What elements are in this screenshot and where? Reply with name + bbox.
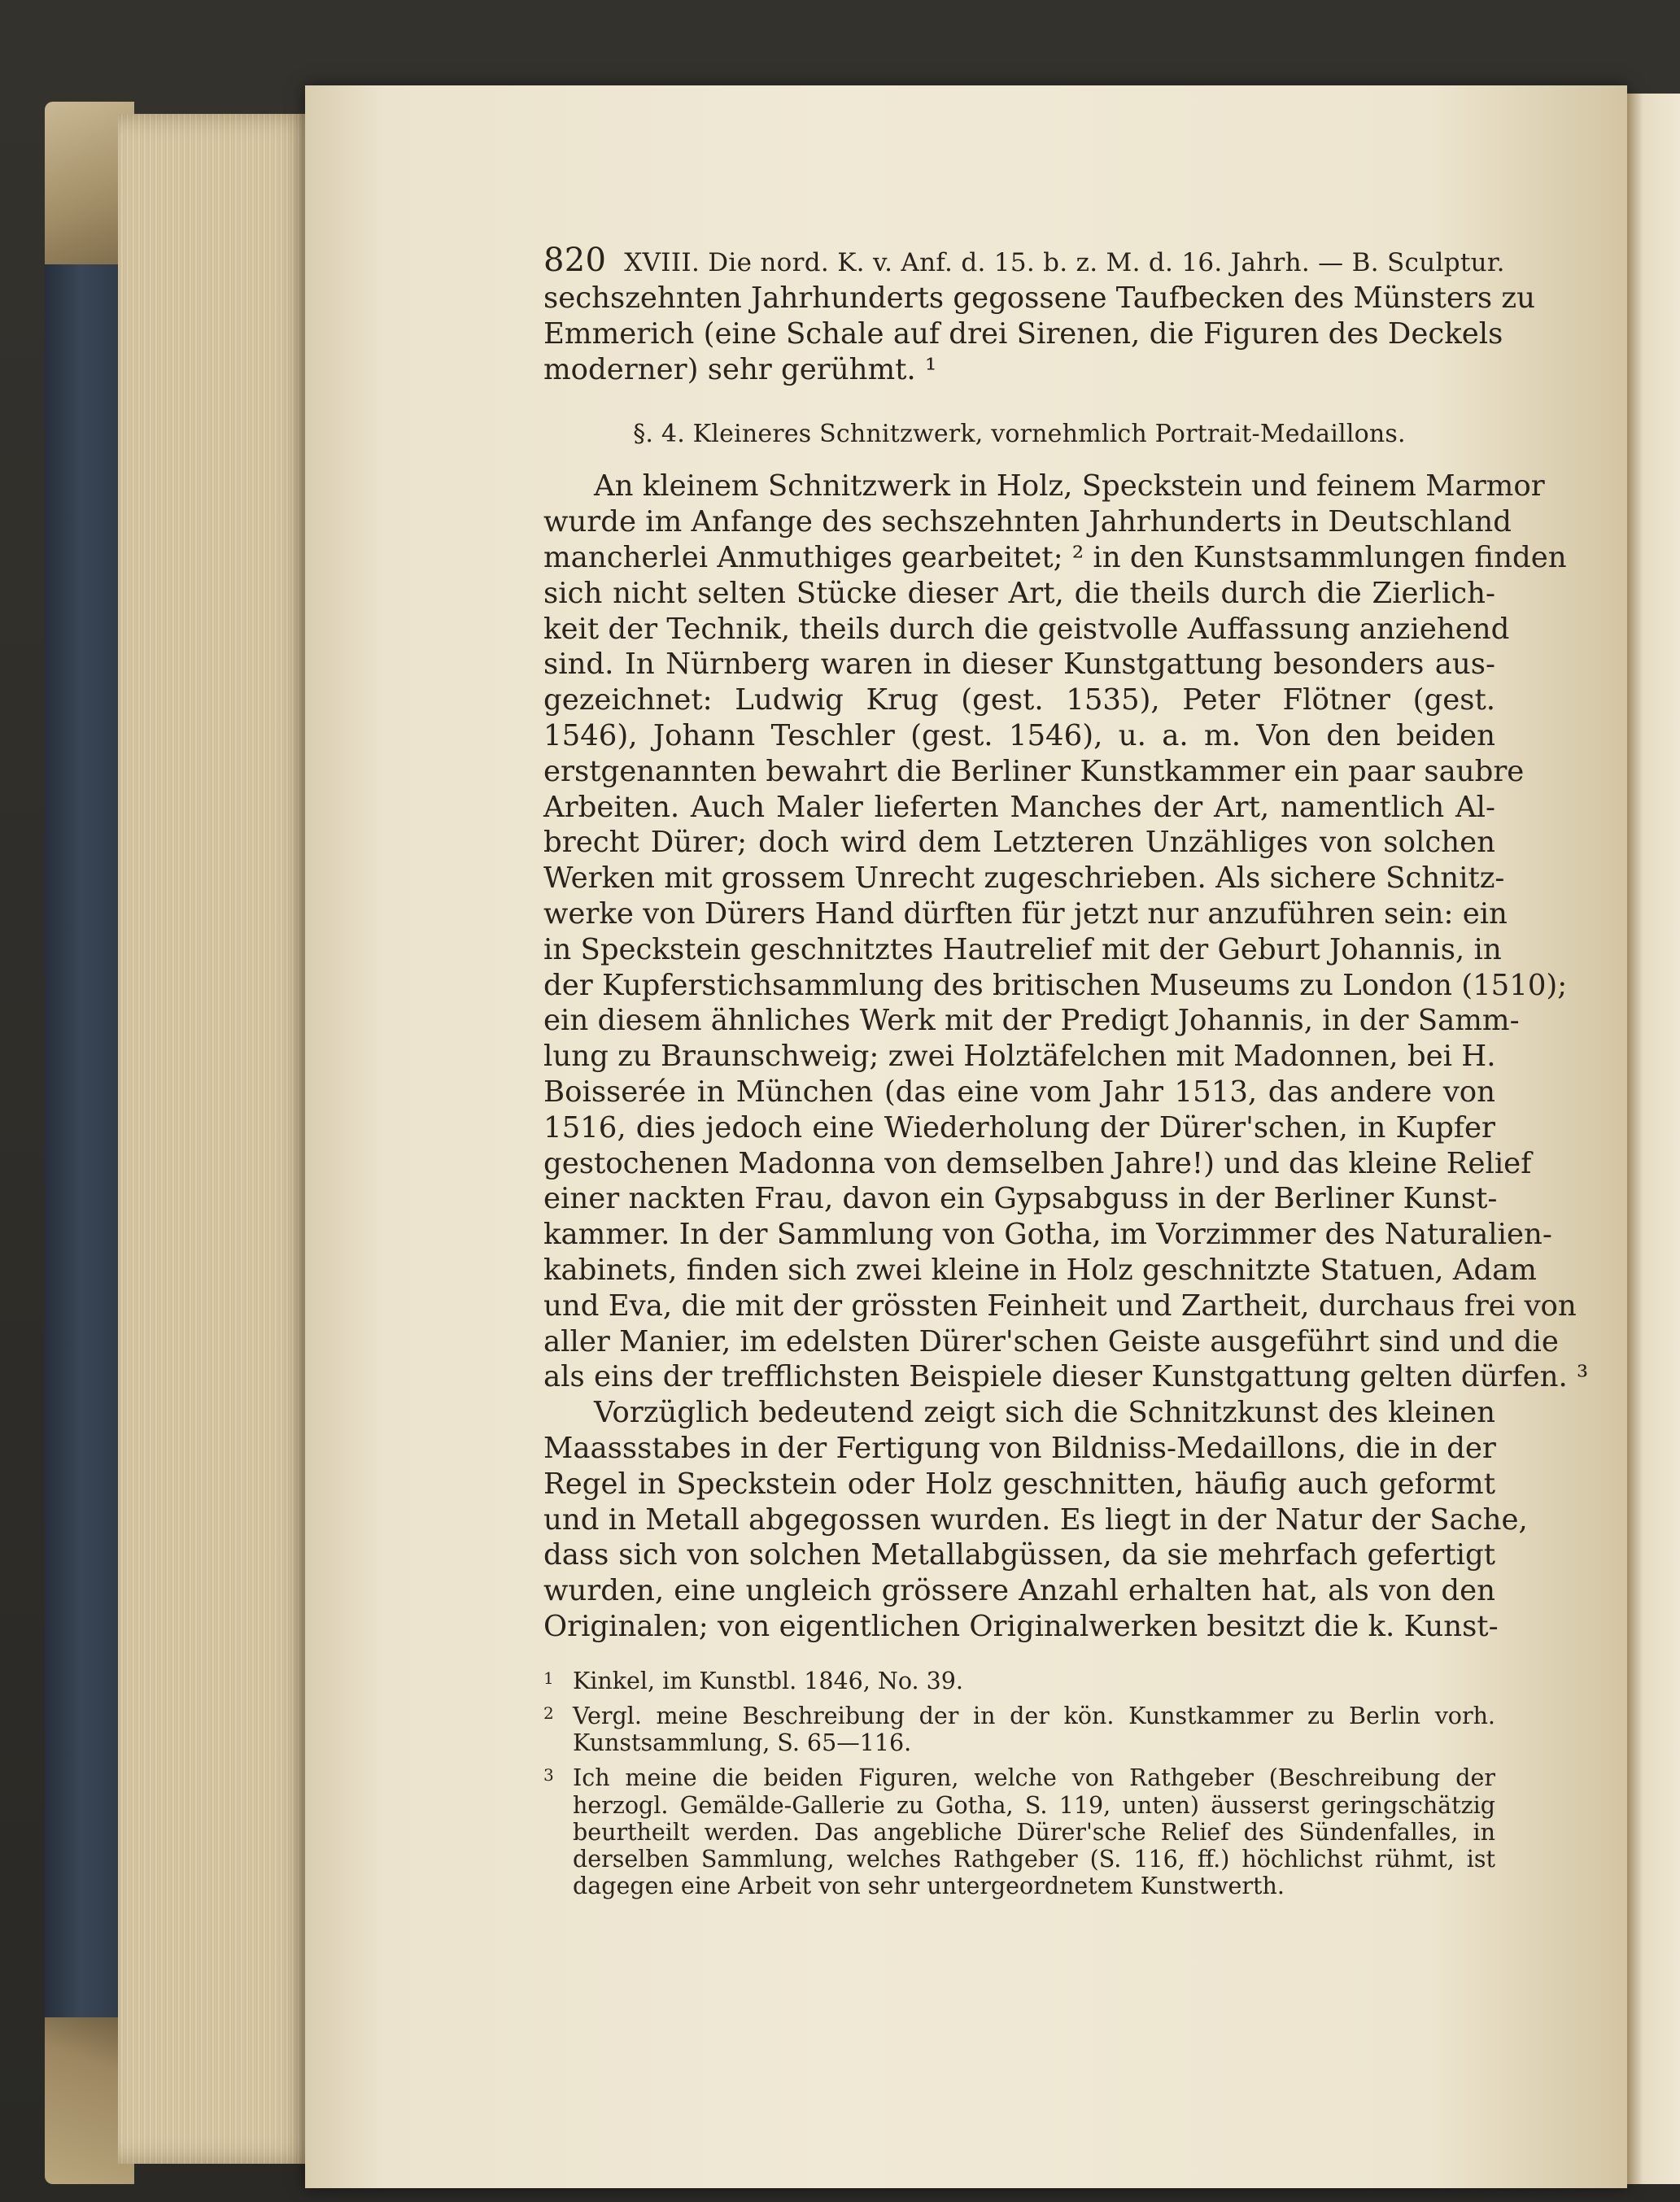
footnote-line: Vergl. meine Beschreibung der in der kön. Kunstkammer zu Berlin vorh.	[573, 1702, 1495, 1729]
running-title: XVIII. Die nord. K. v. Anf. d. 15. b. z. M. d. 16. Jahrh. — B. Sculptur.	[624, 248, 1505, 277]
section-heading: §. 4. Kleineres Schnitzwerk, vornehmlich Portrait-Medaillons.	[633, 420, 1406, 449]
text-line: werke von Dürers Hand dürften für jetzt nur anzuführen sein: ein	[543, 896, 1508, 931]
footnote-3	[543, 1764, 1495, 1899]
text-line: lung zu Braunschweig; zwei Holztäfelchen mit Madonnen, bei H.	[543, 1040, 1496, 1074]
text-line: dass sich von solchen Metallabgüssen, da sie mehrfach gefertigt	[543, 1538, 1495, 1572]
text-line: und Eva, die mit der grössten Feinheit und Zartheit, durchaus frei von	[543, 1288, 1577, 1323]
page-number: 820	[543, 242, 607, 279]
text-line: kabinets, finden sich zwei kleine in Holz geschnitzte Statuen, Adam	[543, 1253, 1537, 1287]
footnote-line: dagegen eine Arbeit von sehr untergeordnetem Kunstwerth.	[573, 1873, 1285, 1900]
text-line: 1516, dies jedoch eine Wiederholung der Dürer'schen, in Kupfer	[543, 1110, 1495, 1145]
text-line: sechszehnten Jahrhunderts gegossene Taufbecken des Münsters zu	[543, 281, 1535, 315]
text-line: 1546), Johann Teschler (gest. 1546), u. a. m. Von den beiden	[543, 718, 1495, 752]
running-header	[543, 242, 1505, 279]
footnotes	[543, 1668, 1495, 1900]
text-line: An kleinem Schnitzwerk in Holz, Speckstein und feinem Marmor	[594, 469, 1545, 504]
footnote-line: herzogl. Gemälde-Gallerie zu Gotha, S. 119, unten) äusserst geringschätzig	[573, 1791, 1495, 1819]
text-line: und in Metall abgegossen wurden. Es liegt in der Natur der Sache,	[543, 1502, 1528, 1537]
text-line: gezeichnet: Ludwig Krug (gest. 1535), Peter Flötner (gest.	[543, 683, 1495, 717]
text-line: in Speckstein geschnitztes Hautrelief mit der Geburt Johannis, in	[543, 932, 1502, 966]
footnote-mark: 2	[543, 1703, 554, 1723]
text-line: Originalen; von eigentlichen Originalwerken besitzt die k. Kunst-	[543, 1609, 1499, 1643]
text-line: moderner) sehr gerühmt. ¹	[543, 352, 937, 386]
footnote-1	[543, 1668, 1495, 1694]
paragraph-body	[543, 469, 1589, 1644]
text-line: Regel in Speckstein oder Holz geschnitten, häufig auch geformt	[543, 1467, 1495, 1501]
text-line: einer nackten Frau, davon ein Gypsabguss in der Berliner Kunst-	[543, 1182, 1498, 1216]
text-line: der Kupferstichsammlung des britischen Museums zu London (1510);	[543, 968, 1568, 1002]
text-line: mancherlei Anmuthiges gearbeitet; ² in den Kunstsammlungen finden	[543, 540, 1567, 574]
footnote-line: Kunstsammlung, S. 65—116.	[573, 1729, 912, 1757]
page-content	[543, 242, 1589, 1900]
page-edges	[118, 114, 317, 2164]
text-line: Maassstabes in der Fertigung von Bildniss-Medaillons, die in der	[543, 1431, 1496, 1465]
footnote-mark: 1	[543, 1668, 554, 1688]
footnote-line: beurtheilt werden. Das angebliche Dürer'sche Relief des Sündenfalles, in	[573, 1818, 1495, 1846]
text-line: Boisserée in München (das eine vom Jahr 1513, das andere von	[543, 1075, 1495, 1109]
text-line: ein diesem ähnliches Werk mit der Predigt Johannis, in der Samm-	[543, 1004, 1520, 1038]
footnote-line: Kinkel, im Kunstbl. 1846, No. 39.	[573, 1667, 963, 1694]
text-line: gestochenen Madonna von demselben Jahre!) und das kleine Relief	[543, 1146, 1532, 1180]
text-line: keit der Technik, theils durch die geistvolle Auffassung anziehend	[543, 612, 1510, 646]
footnote-line: derselben Sammlung, welches Rathgeber (S. 116, ff.) höchlichst rühmt, ist	[573, 1845, 1495, 1873]
text-line: wurde im Anfange des sechszehnten Jahrhunderts in Deutschland	[543, 505, 1512, 539]
text-line: wurden, eine ungleich grössere Anzahl erhalten hat, als von den	[543, 1574, 1495, 1608]
text-line: kammer. In der Sammlung von Gotha, im Vorzimmer des Naturalien-	[543, 1218, 1552, 1252]
text-line: Emmerich (eine Schale auf drei Sirenen, die Figuren des Deckels	[543, 316, 1503, 351]
footnote-2	[543, 1703, 1495, 1756]
text-line: Werken mit grossem Unrecht zugeschrieben. Als sichere Schnitz-	[543, 861, 1505, 896]
text-line: brecht Dürer; doch wird dem Letzteren Unzähliges von solchen	[543, 826, 1495, 860]
footnote-line: Ich meine die beiden Figuren, welche von Rathgeber (Beschreibung der	[573, 1764, 1495, 1792]
text-line: erstgenannten bewahrt die Berliner Kunstkammer ein paar saubre	[543, 754, 1525, 788]
text-line: Vorzüglich bedeutend zeigt sich die Schnitzkunst des kleinen	[594, 1396, 1495, 1430]
text-line: sind. In Nürnberg waren in dieser Kunstgattung besonders aus-	[543, 648, 1495, 682]
text-line: Arbeiten. Auch Maler lieferten Manches der Art, namentlich Al-	[543, 790, 1495, 824]
text-line: aller Manier, im edelsten Dürer'schen Geiste ausgeführt sind und die	[543, 1324, 1559, 1358]
text-line: sich nicht selten Stücke dieser Art, die theils durch die Zierlich-	[543, 576, 1495, 610]
footnote-mark: 3	[543, 1765, 554, 1786]
facing-page-edge	[1627, 94, 1680, 2184]
main-text	[543, 281, 1535, 387]
text-line: als eins der trefflichsten Beispiele dieser Kunstgattung gelten dürfen. ³	[543, 1360, 1589, 1394]
